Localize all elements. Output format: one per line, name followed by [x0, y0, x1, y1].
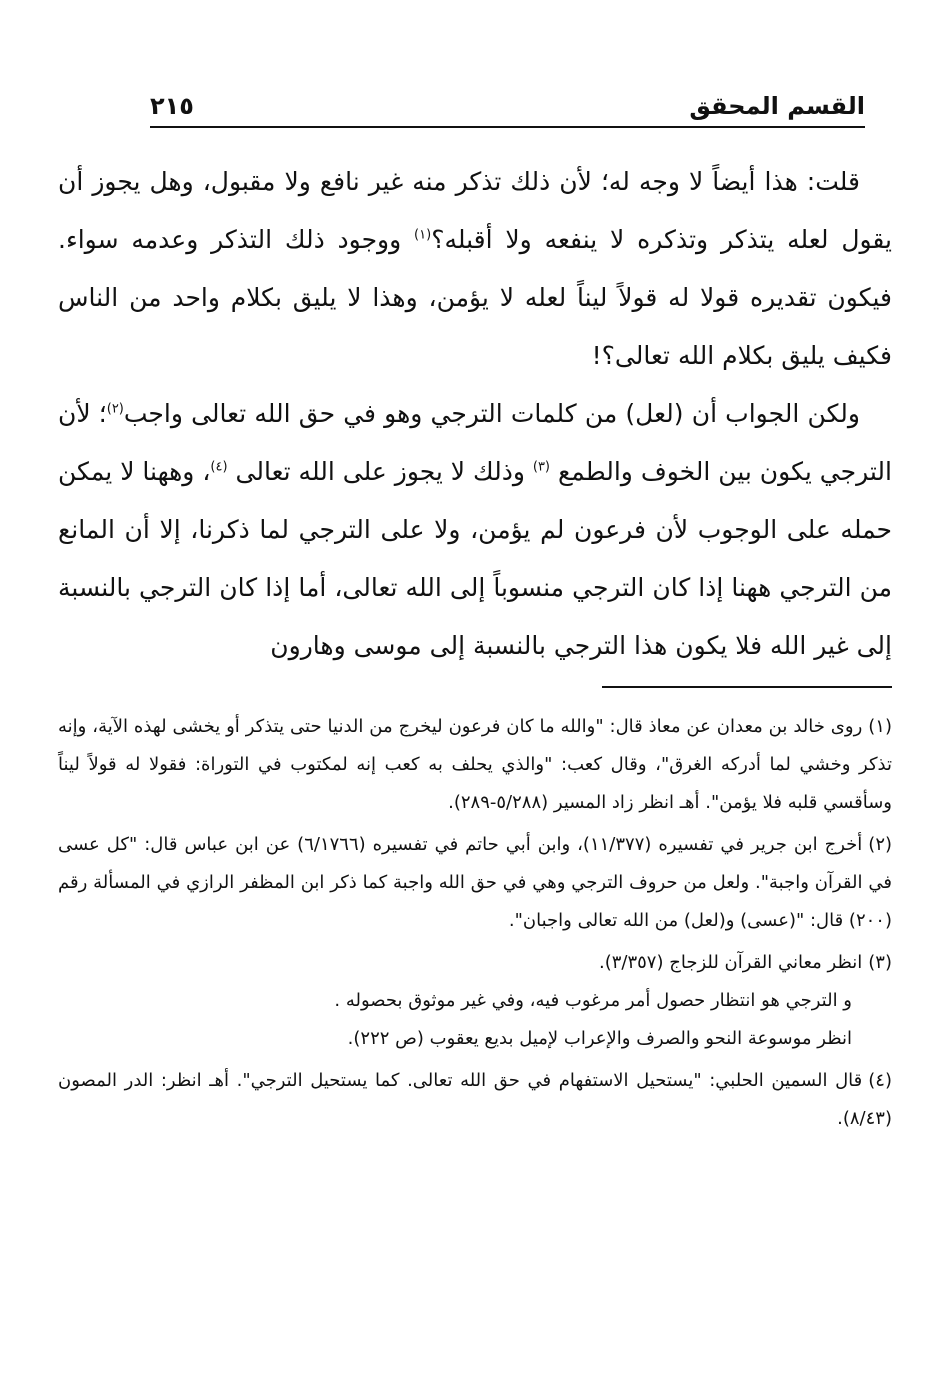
footnote-text: روى خالد بن معدان عن معاذ قال: "والله ما كان فرعون ليخرج من الدنيا حتى يتذكر أو يخشى لهذه الآية، وإنه تذكر وخشي لما أدركه الغرق"، وقال كعب: "والذي يحلف به كعب إنه لمكتوب في التوراة: فقولا له قولاً ليناً وسأقسي قلبه فلا يؤمن". أهـ انظر زاد المسير (٥/٢٨٨-٢٨٩). — [58, 716, 892, 813]
paragraph-2-text-c: وذلك لا يجوز على الله تعالى — [227, 457, 533, 486]
page-header — [150, 88, 865, 124]
footnote-number: (٣) — [868, 952, 892, 973]
footnote-text: قال السمين الحلبي: "يستحيل الاستفهام في حق الله تعالى. كما يستحيل الترجي". أهـ انظر: الدر المصون (٨/٤٣). — [58, 1070, 892, 1129]
footnote-2 — [58, 826, 892, 940]
footnote-divider — [602, 686, 892, 688]
header-title: القسم المحقق — [689, 92, 865, 120]
header-divider — [150, 126, 865, 128]
paragraph-1-text-b: ووجود ذلك التذكر وعدمه سواء. فيكون تقديره قولا له قولاً ليناً لعله لا يؤمن، وهذا لا يليق بكلام واحد من الناس فكيف يليق بكلام الله تعالى؟! — [58, 225, 892, 370]
paragraph-1 — [58, 153, 892, 385]
footnote-text: أخرج ابن جرير في تفسيره (١١/٣٧٧)، وابن أبي حاتم في تفسيره (٦/١٧٦٦) عن ابن عباس قال: "كل عسى في القرآن واجبة". ولعل من حروف الترجي وهي في حق الله واجبة كما ذكر ابن المظفر الرازي في المسألة رقم (٢٠٠) قال: "(عسى) و(لعل) من الله تعالى واجبان". — [58, 834, 892, 931]
footnote-3-extra-1: و الترجي هو انتظار حصول أمر مرغوب فيه، وفي غير موثوق بحصوله . — [334, 990, 852, 1011]
footnote-ref-4[interactable]: (٤) — [210, 459, 228, 475]
paragraph-2-text-d: ، وههنا لا يمكن حمله على الوجوب لأن فرعون لم يؤمن، ولا على الترجي لما ذكرنا، إلا أن المانع من الترجي ههنا إذا كان الترجي منسوباً إلى الله تعالى، أما إذا كان الترجي بالنسبة إلى غير الله فلا يكون هذا الترجي بالنسبة إلى موسى وهارون — [58, 457, 892, 660]
footnote-ref-3[interactable]: (٣) — [532, 459, 550, 475]
footnote-ref-1[interactable]: (١) — [414, 227, 432, 243]
footnote-text: انظر معاني القرآن للزجاج (٣/٣٥٧). — [598, 952, 863, 973]
footnote-number: (٤) — [868, 1070, 892, 1091]
paragraph-1-text-a: قلت: هذا أيضاً لا وجه له؛ لأن ذلك تذكر منه غير نافع ولا مقبول، وهل يجوز أن يقول لعله يتذكر وتذكره لا ينفعه ولا أقبله؟ — [58, 167, 893, 254]
footnote-3 — [58, 944, 892, 1058]
paragraph-2-text-b: ؛ لأن الترجي يكون بين الخوف والطمع — [58, 399, 892, 486]
page-number: ٢١٥ — [150, 92, 194, 120]
footnote-ref-2[interactable]: (٢) — [106, 401, 124, 417]
paragraph-2 — [58, 385, 892, 675]
main-text — [58, 153, 892, 675]
footnote-number: (١) — [868, 716, 892, 737]
footnote-number: (٢) — [868, 834, 893, 855]
footnote-3-extra-2: انظر موسوعة النحو والصرف والإعراب لإميل بديع يعقوب (ص ٢٢٢). — [347, 1028, 852, 1049]
footnote-4 — [58, 1062, 892, 1138]
footnotes-section — [58, 708, 892, 1142]
paragraph-2-text-a: ولكن الجواب أن (لعل) من كلمات الترجي وهو في حق الله تعالى واجب — [123, 399, 860, 428]
footnote-1 — [58, 708, 892, 822]
